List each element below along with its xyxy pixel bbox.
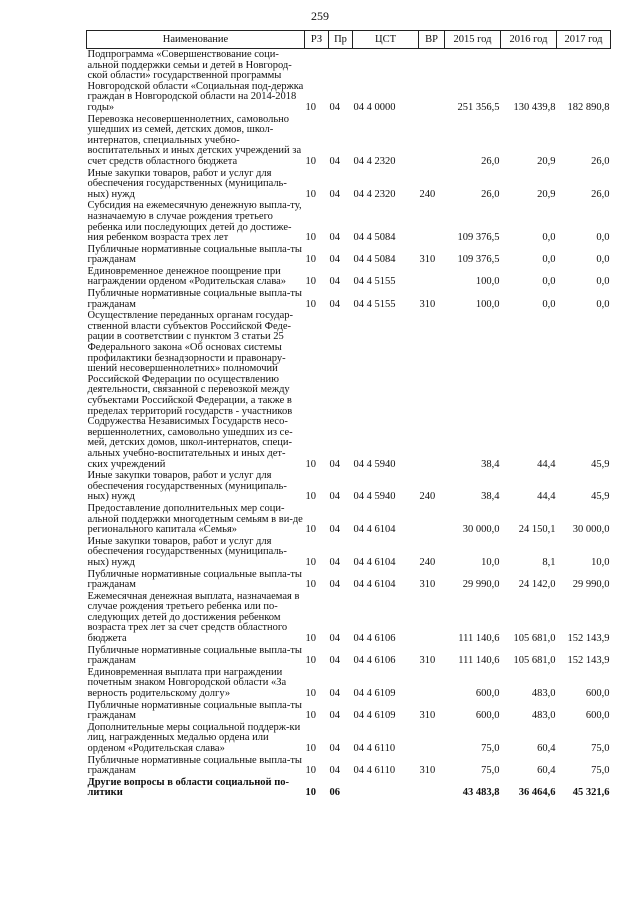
table-row xyxy=(87,722,611,755)
row-pr: 04 xyxy=(329,743,340,754)
table-row xyxy=(87,755,611,777)
row-rz: 10 xyxy=(305,188,316,200)
row-cst: 04 4 2320 xyxy=(353,188,396,200)
row-pr: 04 xyxy=(329,633,340,645)
row-vr xyxy=(419,310,445,470)
row-name: Дополнительные меры социальной поддерж-ки лиц, награжденных медалью ордена или орденом «Родительская слава» xyxy=(87,721,301,754)
table-row xyxy=(87,569,611,591)
row-2015: 100,0 xyxy=(475,276,500,288)
header-vr: ВР xyxy=(419,31,445,49)
table-row xyxy=(87,310,611,470)
row-pr: 04 xyxy=(329,524,340,536)
table-row xyxy=(87,470,611,503)
row-name: Публичные нормативные социальные выпла-ты гражданам xyxy=(87,243,302,266)
row-2015: 30 000,0 xyxy=(462,524,500,536)
row-2015: 26,0 xyxy=(481,155,500,167)
row-vr: 310 xyxy=(419,298,436,310)
row-2017: 0,0 xyxy=(596,232,610,244)
table-row xyxy=(87,645,611,667)
page-number: 259 xyxy=(311,9,329,23)
row-pr: 04 xyxy=(329,458,340,470)
row-name: Иные закупки товаров, работ и услуг для обеспечения государственных (муниципаль-ных) нужд xyxy=(87,167,287,200)
row-vr xyxy=(419,503,445,536)
row-vr xyxy=(419,49,445,114)
header-2015: 2015 год xyxy=(445,31,501,49)
header-rz: РЗ xyxy=(305,31,329,49)
row-2015: 251 356,5 xyxy=(457,101,500,113)
row-cst: 04 4 5155 xyxy=(353,276,396,288)
row-rz: 10 xyxy=(305,232,316,244)
table-body xyxy=(87,49,611,799)
row-vr: 310 xyxy=(419,254,436,266)
row-cst: 04 4 6104 xyxy=(353,579,396,591)
row-2016: 44,4 xyxy=(537,491,556,503)
row-cst: 04 4 6109 xyxy=(353,710,396,722)
row-2016: 60,4 xyxy=(537,765,556,777)
row-vr xyxy=(419,266,445,288)
row-cst: 04 4 6104 xyxy=(353,556,396,568)
row-vr: 240 xyxy=(419,556,436,568)
table-row xyxy=(87,503,611,536)
row-2016: 105 681,0 xyxy=(513,633,556,645)
table-row xyxy=(87,700,611,722)
row-vr xyxy=(419,591,445,645)
row-2017: 26,0 xyxy=(591,155,610,167)
row-2015: 600,0 xyxy=(475,688,500,700)
row-2017: 0,0 xyxy=(596,254,610,266)
row-pr: 04 xyxy=(329,298,340,310)
row-2015: 100,0 xyxy=(475,298,500,310)
row-name: Подпрограмма «Совершенствование соци-альной поддержки семьи и детей в Новгород-ской области» государственной программы Новгородской области «Социальная под-держка граждан в Новгородской области на 2014-2018 годы» xyxy=(87,49,304,113)
row-pr: 04 xyxy=(329,254,340,266)
row-vr: 240 xyxy=(419,491,436,503)
row-2016: 20,9 xyxy=(537,155,556,167)
header-2016: 2016 год xyxy=(501,31,557,49)
row-cst: 04 4 5155 xyxy=(353,298,396,310)
row-2017: 0,0 xyxy=(596,298,610,310)
row-name: Субсидия на ежемесячную денежную выпла-ту, назначаемую в случае рождения третьего ребенка или последующих детей до достиже-ния ребенком возраста трех лет xyxy=(87,200,302,244)
row-pr: 04 xyxy=(329,276,340,288)
row-vr: 310 xyxy=(419,655,436,667)
row-rz: 10 xyxy=(305,458,316,470)
row-name: Единовременная выплата при награждении почетным знаком Новгородской области «За верность родительскому долгу» xyxy=(87,666,287,700)
row-vr xyxy=(419,114,445,168)
row-2016: 0,0 xyxy=(542,254,556,266)
row-2017: 10,0 xyxy=(591,556,610,568)
row-2015: 26,0 xyxy=(481,188,500,200)
row-2016: 24 150,1 xyxy=(518,524,556,536)
row-pr: 04 xyxy=(329,655,340,667)
row-2017: 75,0 xyxy=(591,765,610,777)
row-2017: 45,9 xyxy=(591,491,610,503)
row-2016: 105 681,0 xyxy=(513,655,556,667)
row-2017: 600,0 xyxy=(585,710,610,722)
row-2017: 75,0 xyxy=(591,743,610,754)
table-row xyxy=(87,777,611,799)
row-name: Перевозка несовершеннолетних, самовольно ушедших из семей, детских домов, школ-интернатов, специальных учебно-воспитательных и иных детских учреждений за счет средств областного бюджета xyxy=(87,113,302,167)
row-name: Публичные нормативные социальные выпла-ты гражданам xyxy=(87,288,302,310)
row-vr: 310 xyxy=(419,579,436,591)
header-name: Наименование xyxy=(87,31,305,49)
row-cst: 04 4 2320 xyxy=(353,155,396,167)
row-pr: 04 xyxy=(329,688,340,700)
row-rz: 10 xyxy=(305,524,316,536)
row-2015: 10,0 xyxy=(481,556,500,568)
row-2015: 38,4 xyxy=(481,491,500,503)
row-pr: 04 xyxy=(329,232,340,244)
row-2016: 44,4 xyxy=(537,458,556,470)
row-name: Публичные нормативные социальные выпла-ты гражданам xyxy=(87,754,302,777)
row-2017: 45 321,6 xyxy=(572,787,610,799)
row-cst: 04 4 6110 xyxy=(353,743,396,754)
table-header-row xyxy=(87,31,611,49)
table-row xyxy=(87,244,611,266)
row-2015: 109 376,5 xyxy=(457,254,500,266)
row-name: Публичные нормативные социальные выпла-ты гражданам xyxy=(87,644,302,667)
row-rz: 10 xyxy=(305,298,316,310)
row-2016: 0,0 xyxy=(542,276,556,288)
row-2016: 20,9 xyxy=(537,188,556,200)
row-cst: 04 4 0000 xyxy=(353,101,396,113)
row-vr: 240 xyxy=(419,188,436,200)
row-pr: 04 xyxy=(329,188,340,200)
row-2015: 43 483,8 xyxy=(462,787,500,799)
row-name: Публичные нормативные социальные выпла-ты гражданам xyxy=(87,699,302,722)
table-row xyxy=(87,667,611,700)
row-name: Осуществление переданных органам государ-ственной власти субъектов Российской Феде-рации в соответствии с пунктом 3 статьи 25 Федерального закона «Об основах системы профилактики безнадзорности и правонару-шений несовершеннолетних» полномочий Российской Федерации по осуществлению деятельности, связанной с перевозкой между субъектами Российской Федерации, а также в пределах территорий государств - участников Содружества Независимых Государств несо-вершеннолетних, самовольно ушедших из се-мей, детских домов, школ-интернатов, специ-альных учебно-воспитательных и иных дет-ских учреждений xyxy=(87,310,294,470)
row-2016: 0,0 xyxy=(542,298,556,310)
row-2017: 26,0 xyxy=(591,188,610,200)
row-vr: 310 xyxy=(419,765,436,777)
row-pr: 04 xyxy=(329,101,340,113)
row-pr: 06 xyxy=(329,787,340,799)
header-cst: ЦСТ xyxy=(353,31,419,49)
row-vr xyxy=(419,777,445,799)
row-2016: 36 464,6 xyxy=(518,787,556,799)
row-cst: 04 4 6109 xyxy=(353,688,396,700)
row-2017: 45,9 xyxy=(591,458,610,470)
row-cst: 04 4 5084 xyxy=(353,254,396,266)
table-row xyxy=(87,200,611,243)
row-name: Другие вопросы в области социальной по-литики xyxy=(87,776,289,799)
row-2016: 483,0 xyxy=(531,688,556,700)
row-cst: 04 4 6104 xyxy=(353,524,396,536)
table-row xyxy=(87,49,611,114)
row-2015: 29 990,0 xyxy=(462,579,500,591)
row-pr: 04 xyxy=(329,765,340,777)
row-rz: 10 xyxy=(305,579,316,591)
row-cst: 04 4 6110 xyxy=(353,765,396,777)
table-row xyxy=(87,266,611,288)
row-pr: 04 xyxy=(329,491,340,503)
row-vr: 310 xyxy=(419,710,436,722)
row-vr xyxy=(419,667,445,700)
row-2015: 75,0 xyxy=(481,765,500,777)
row-pr: 04 xyxy=(329,155,340,167)
row-2015: 109 376,5 xyxy=(457,232,500,244)
row-2016: 24 142,0 xyxy=(518,579,556,591)
header-pr: Пр xyxy=(329,31,353,49)
table-row xyxy=(87,114,611,168)
row-cst: 04 4 5940 xyxy=(353,491,396,503)
row-cst: 04 4 5940 xyxy=(353,458,396,470)
row-pr: 04 xyxy=(329,579,340,591)
row-name: Единовременное денежное поощрение при награждении орденом «Родительская слава» xyxy=(87,265,287,288)
row-name: Иные закупки товаров, работ и услуг для обеспечения государственных (муниципаль-ных) нужд xyxy=(87,535,287,568)
row-rz: 10 xyxy=(305,254,316,266)
row-2015: 111 140,6 xyxy=(458,633,500,645)
row-2015: 75,0 xyxy=(481,743,500,754)
row-vr xyxy=(419,200,445,243)
row-cst: 04 4 5084 xyxy=(353,232,396,244)
row-name: Публичные нормативные социальные выпла-ты гражданам xyxy=(87,568,302,591)
row-rz: 10 xyxy=(305,655,316,667)
row-name: Ежемесячная денежная выплата, назначаемая в случае рождения третьего ребенка или по-следующих детей до достижения ребенком возраста трех лет за счет средств областного бюджета xyxy=(87,590,300,645)
row-pr: 04 xyxy=(329,710,340,722)
row-2016: 483,0 xyxy=(531,710,556,722)
row-2017: 600,0 xyxy=(585,688,610,700)
row-2016: 8,1 xyxy=(542,556,556,568)
row-rz: 10 xyxy=(305,710,316,722)
row-2016: 60,4 xyxy=(537,743,556,754)
row-name: Предоставление дополнительных мер соци-альной поддержки многодетным семьям в ви-де регионального капитала «Семья» xyxy=(87,502,303,536)
row-2017: 182 890,8 xyxy=(567,101,610,113)
row-2017: 152 143,9 xyxy=(567,655,610,667)
row-cst: 04 4 6106 xyxy=(353,655,396,667)
row-2015: 600,0 xyxy=(475,710,500,722)
table-row xyxy=(87,591,611,645)
row-2017: 152 143,9 xyxy=(567,633,610,645)
row-name: Иные закупки товаров, работ и услуг для обеспечения государственных (муниципаль-ных) нужд xyxy=(87,470,287,503)
budget-table xyxy=(86,30,611,799)
row-rz: 10 xyxy=(305,276,316,288)
table-row xyxy=(87,288,611,310)
row-2016: 130 439,8 xyxy=(513,101,556,113)
table-row xyxy=(87,168,611,201)
header-2017: 2017 год xyxy=(557,31,611,49)
row-2016: 0,0 xyxy=(542,232,556,244)
row-rz: 10 xyxy=(305,633,316,645)
row-rz: 10 xyxy=(305,101,316,113)
row-rz: 10 xyxy=(305,787,316,799)
row-rz: 10 xyxy=(305,155,316,167)
row-2015: 38,4 xyxy=(481,458,500,470)
row-2015: 111 140,6 xyxy=(458,655,500,667)
row-rz: 10 xyxy=(305,765,316,777)
row-rz: 10 xyxy=(305,556,316,568)
row-cst: 04 4 6106 xyxy=(353,633,396,645)
row-2017: 30 000,0 xyxy=(572,524,610,536)
row-rz: 10 xyxy=(305,743,316,754)
row-rz: 10 xyxy=(305,688,316,700)
row-2017: 0,0 xyxy=(596,276,610,288)
row-cst xyxy=(353,777,419,799)
row-pr: 04 xyxy=(329,556,340,568)
row-rz: 10 xyxy=(305,491,316,503)
row-vr xyxy=(419,722,445,755)
table-row xyxy=(87,536,611,569)
row-2017: 29 990,0 xyxy=(572,579,610,591)
